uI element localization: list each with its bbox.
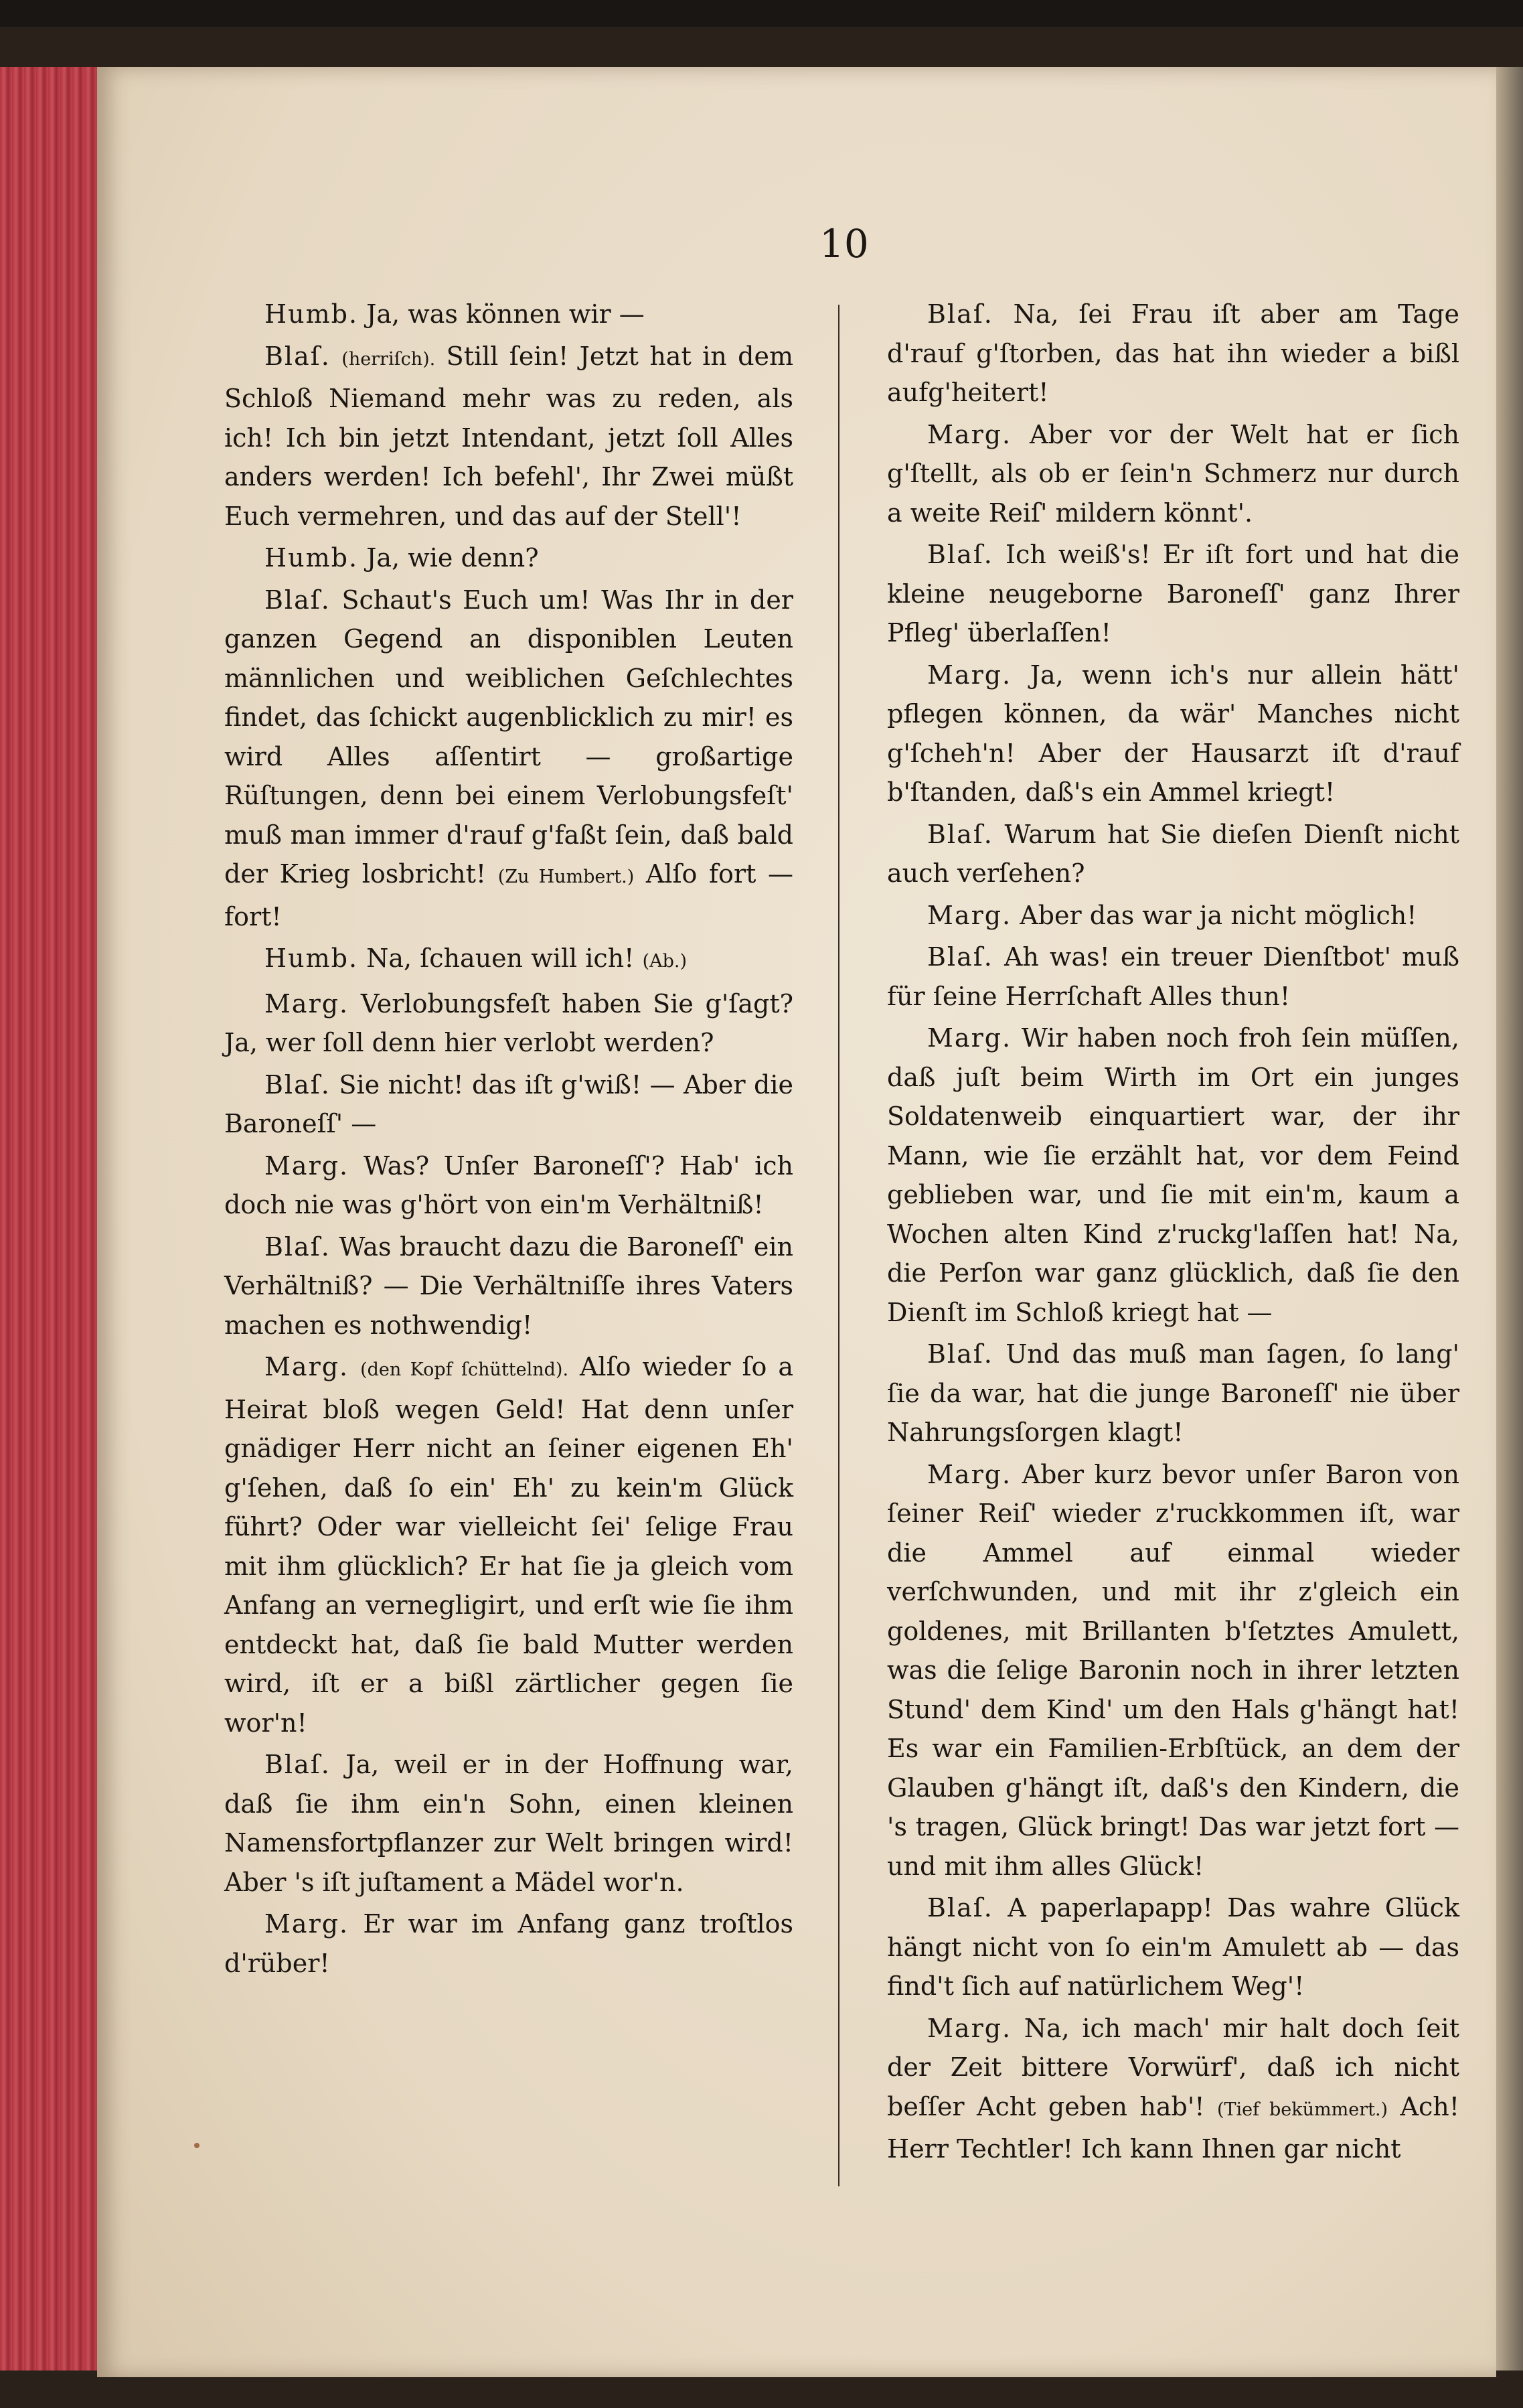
dialogue-paragraph — [224, 295, 793, 334]
dialogue-text: Na, ich mach' mir halt doch ſeit der Zeit bittere Vorwürf', daß ich nicht beſſer Acht geben hab'! — [887, 2013, 1459, 2121]
dialogue-paragraph — [224, 1146, 793, 1225]
speaker-name: Blaſ. — [927, 1893, 993, 1923]
stage-direction: (den Kopf ſchüttelnd). — [360, 1359, 569, 1380]
stage-direction: (herriſch). — [341, 348, 436, 370]
speaker-name: Blaſ. — [264, 1069, 331, 1100]
right-column — [887, 295, 1459, 2172]
dialogue-paragraph — [224, 337, 793, 536]
page-edge-right — [1496, 67, 1523, 2371]
dialogue-paragraph — [887, 2009, 1459, 2169]
speaker-name: Blaſ. — [927, 540, 993, 569]
dialogue-text: Er war im Anfang ganz troſtlos d'rüber! — [224, 1909, 793, 1978]
dialogue-text: Ja, wie denn? — [366, 543, 539, 573]
stage-direction: (Ab.) — [642, 951, 687, 972]
dialogue-text: Was? Unſer Baroneſſ'? Hab' ich doch nie was g'hört von ein'm Verhältniß! — [224, 1150, 793, 1219]
dialogue-paragraph — [887, 535, 1459, 653]
left-column — [224, 295, 793, 1985]
speaker-name: Marg. — [264, 1909, 349, 1939]
speaker-name: Blaſ. — [264, 341, 331, 371]
speaker-name: Marg. — [927, 419, 1012, 449]
dialogue-text: Aber das war ja nicht möglich! — [1020, 900, 1417, 930]
dialogue-text: Warum hat Sie dieſen Dienſt nicht auch verſehen? — [887, 819, 1459, 888]
dialogue-paragraph — [224, 939, 793, 982]
speaker-name: Marg. — [927, 1459, 1012, 1489]
page-blemish — [194, 2143, 199, 2148]
dialogue-text: Ja, was können wir — — [366, 299, 645, 329]
dialogue-paragraph — [224, 1347, 793, 1742]
stage-direction: (Zu Humbert.) — [497, 867, 635, 887]
dialogue-text: Na, ſei Frau iſt aber am Tage d'rauf g'ſtorben, das hat ihn wieder a bißl aufg'heitert! — [887, 299, 1459, 407]
dialogue-paragraph — [224, 581, 793, 937]
dialogue-text: Schaut's Euch um! Was Ihr in der ganzen Gegend an disponiblen Leuten männlichen und weiblichen Geſchlechtes findet, das ſchickt augenblicklich zu mir! es wird Alles aſſentirt — großartige Rüſtungen, denn bei einem Verlobungsfeſt' muß man immer d'rauf g'faßt ſein, daß bald der Krieg losbricht! — [224, 585, 793, 889]
dialogue-text-continued: Alſo fort — fort! — [224, 859, 793, 931]
dialogue-paragraph — [887, 415, 1459, 533]
speaker-name: Humb. — [264, 944, 359, 973]
speaker-name: Marg. — [927, 660, 1012, 690]
dialogue-text: Aber vor der Welt hat er ſich g'ſtellt, als ob er ſein'n Schmerz nur durch a weite Reiſ' mildern könnt'. — [887, 419, 1459, 528]
dialogue-paragraph — [887, 815, 1459, 893]
dialogue-paragraph — [887, 937, 1459, 1016]
dialogue-paragraph — [887, 1888, 1459, 2006]
page-number: 10 — [819, 221, 869, 267]
dialogue-paragraph — [887, 896, 1459, 935]
speaker-name: Marg. — [264, 988, 349, 1019]
dialogue-paragraph — [887, 1019, 1459, 1332]
dialogue-text: Wir haben noch froh ſein müſſen, daß juſt beim Wirth im Ort ein junges Soldatenweib einquartiert war, der ihr Mann, wie ſie erzählt hat, vor dem Feind geblieben war, und ſie mit ein'm, kaum a Wochen alten Kind z'ruckg'laſſen hat! Na, die Perſon war ganz glücklich, daß ſie den Dienſt im Schloß kriegt hat — — [887, 1023, 1459, 1327]
speaker-name: Humb. — [264, 299, 359, 329]
speaker-name: Blaſ. — [927, 1339, 993, 1369]
dialogue-paragraph — [224, 538, 793, 578]
dialogue-text: Ja, wenn ich's nur allein hätt' pflegen können, da wär' Manches nicht g'ſcheh'n! Aber der Hausarzt iſt d'rauf b'ſtanden, daß's ein Ammel kriegt! — [887, 660, 1459, 807]
dialogue-paragraph — [887, 656, 1459, 812]
speaker-name: Marg. — [264, 1352, 349, 1381]
dialogue-paragraph — [224, 1904, 793, 1983]
stage-direction: (Tief bekümmert.) — [1216, 2099, 1388, 2120]
column-divider — [838, 305, 839, 2186]
speaker-name: Marg. — [927, 2013, 1012, 2043]
dialogue-text: Na, ſchauen will ich! — [366, 944, 635, 973]
dialogue-paragraph — [224, 1065, 793, 1144]
speaker-name: Blaſ. — [927, 299, 993, 329]
dialogue-paragraph — [887, 1455, 1459, 1886]
dialogue-text: Sie nicht! das iſt g'wiß! — Aber die Baroneſſ' — — [224, 1069, 793, 1138]
dialogue-text: Ah was! ein treuer Dienſtbot' muß für ſeine Herrſchaft Alles thun! — [887, 942, 1459, 1011]
speaker-name: Marg. — [264, 1150, 349, 1181]
dialogue-text: Aber kurz bevor unſer Baron von ſeiner Reiſ' wieder z'ruckkommen iſt, war die Ammel auf einmal wieder verſchwunden, und mit ihr z'gleich ein goldenes, mit Brillanten b'ſetztes Amulett, was die ſelige Baronin noch in ihrer letzten Stund' dem Kind' um den Hals g'hängt hat! Es war ein Familien-Erbſtück, an dem der Glauben g'hängt iſt, daß's den Kindern, die 's tragen, Glück bringt! Das war jetzt fort — und mit ihm alles Glück! — [887, 1459, 1459, 1881]
dialogue-text: Und das muß man ſagen, ſo lang' ſie da war, hat die junge Baroneſſ' nie über Nahrungsſorgen klagt! — [887, 1339, 1459, 1447]
speaker-name: Blaſ. — [264, 1750, 331, 1779]
dialogue-paragraph — [224, 984, 793, 1063]
speaker-name: Marg. — [927, 1023, 1012, 1053]
dialogue-text: Still ſein! Jetzt hat in dem Schloß Niemand mehr was zu reden, als ich! Ich bin jetzt Intendant, jetzt ſoll Alles anders werden! Ich befehl', Ihr Zwei müßt Euch vermehren, und das auf der Stell'! — [224, 341, 793, 531]
speaker-name: Marg. — [927, 900, 1012, 930]
page-edge-left — [0, 67, 100, 2371]
speaker-name: Humb. — [264, 543, 359, 573]
speaker-name: Blaſ. — [927, 942, 993, 972]
dialogue-paragraph — [887, 295, 1459, 412]
dialogue-text: Alſo wieder ſo a Heirat bloß wegen Geld! Hat denn unſer gnädiger Herr nicht an ſeiner eigenen Eh' g'ſehen, daß ſo ein' Eh' zu kein'm Glück führt? Oder war vielleicht ſei' ſelige Frau mit ihm glücklich? Er hat ſie ja gleich vom Anfang an vernegligirt, und erſt wie ſie ihm entdeckt hat, daß ſie bald Mutter werden wird, iſt er a bißl zärtlicher gegen ſie wor'n! — [224, 1352, 793, 1738]
speaker-name: Blaſ. — [264, 585, 331, 615]
dialogue-text: Ja, weil er in der Hoffnung war, daß ſie ihm ein'n Sohn, einen kleinen Namensfortpflanzer zur Welt bringen wird! Aber 's iſt juſtament a Mädel wor'n. — [224, 1750, 793, 1897]
dialogue-text: A paperlapapp! Das wahre Glück hängt nicht von ſo ein'm Amulett ab — das find't ſich auf natürlichem Weg'! — [887, 1893, 1459, 2001]
dialogue-text: Was braucht dazu die Baroneſſ' ein Verhältniß? — Die Verhältniſſe ihres Vaters machen es nothwendig! — [224, 1231, 793, 1340]
dialogue-text-continued: Ach! Herr Techtler! Ich kann Ihnen gar nicht — [887, 2091, 1459, 2164]
speaker-name: Blaſ. — [264, 1231, 331, 1262]
dialogue-paragraph — [224, 1745, 793, 1902]
dialogue-paragraph — [224, 1227, 793, 1345]
speaker-name: Blaſ. — [927, 819, 993, 849]
dialogue-text: Ich weiß's! Er iſt fort und hat die kleine neugeborne Baroneſſ' ganz Ihrer Pfleg' überlaſſen! — [887, 540, 1459, 648]
dialogue-paragraph — [887, 1335, 1459, 1452]
dialogue-text: Verlobungsfeſt haben Sie g'ſagt? Ja, wer ſoll denn hier verlobt werden? — [224, 988, 793, 1057]
